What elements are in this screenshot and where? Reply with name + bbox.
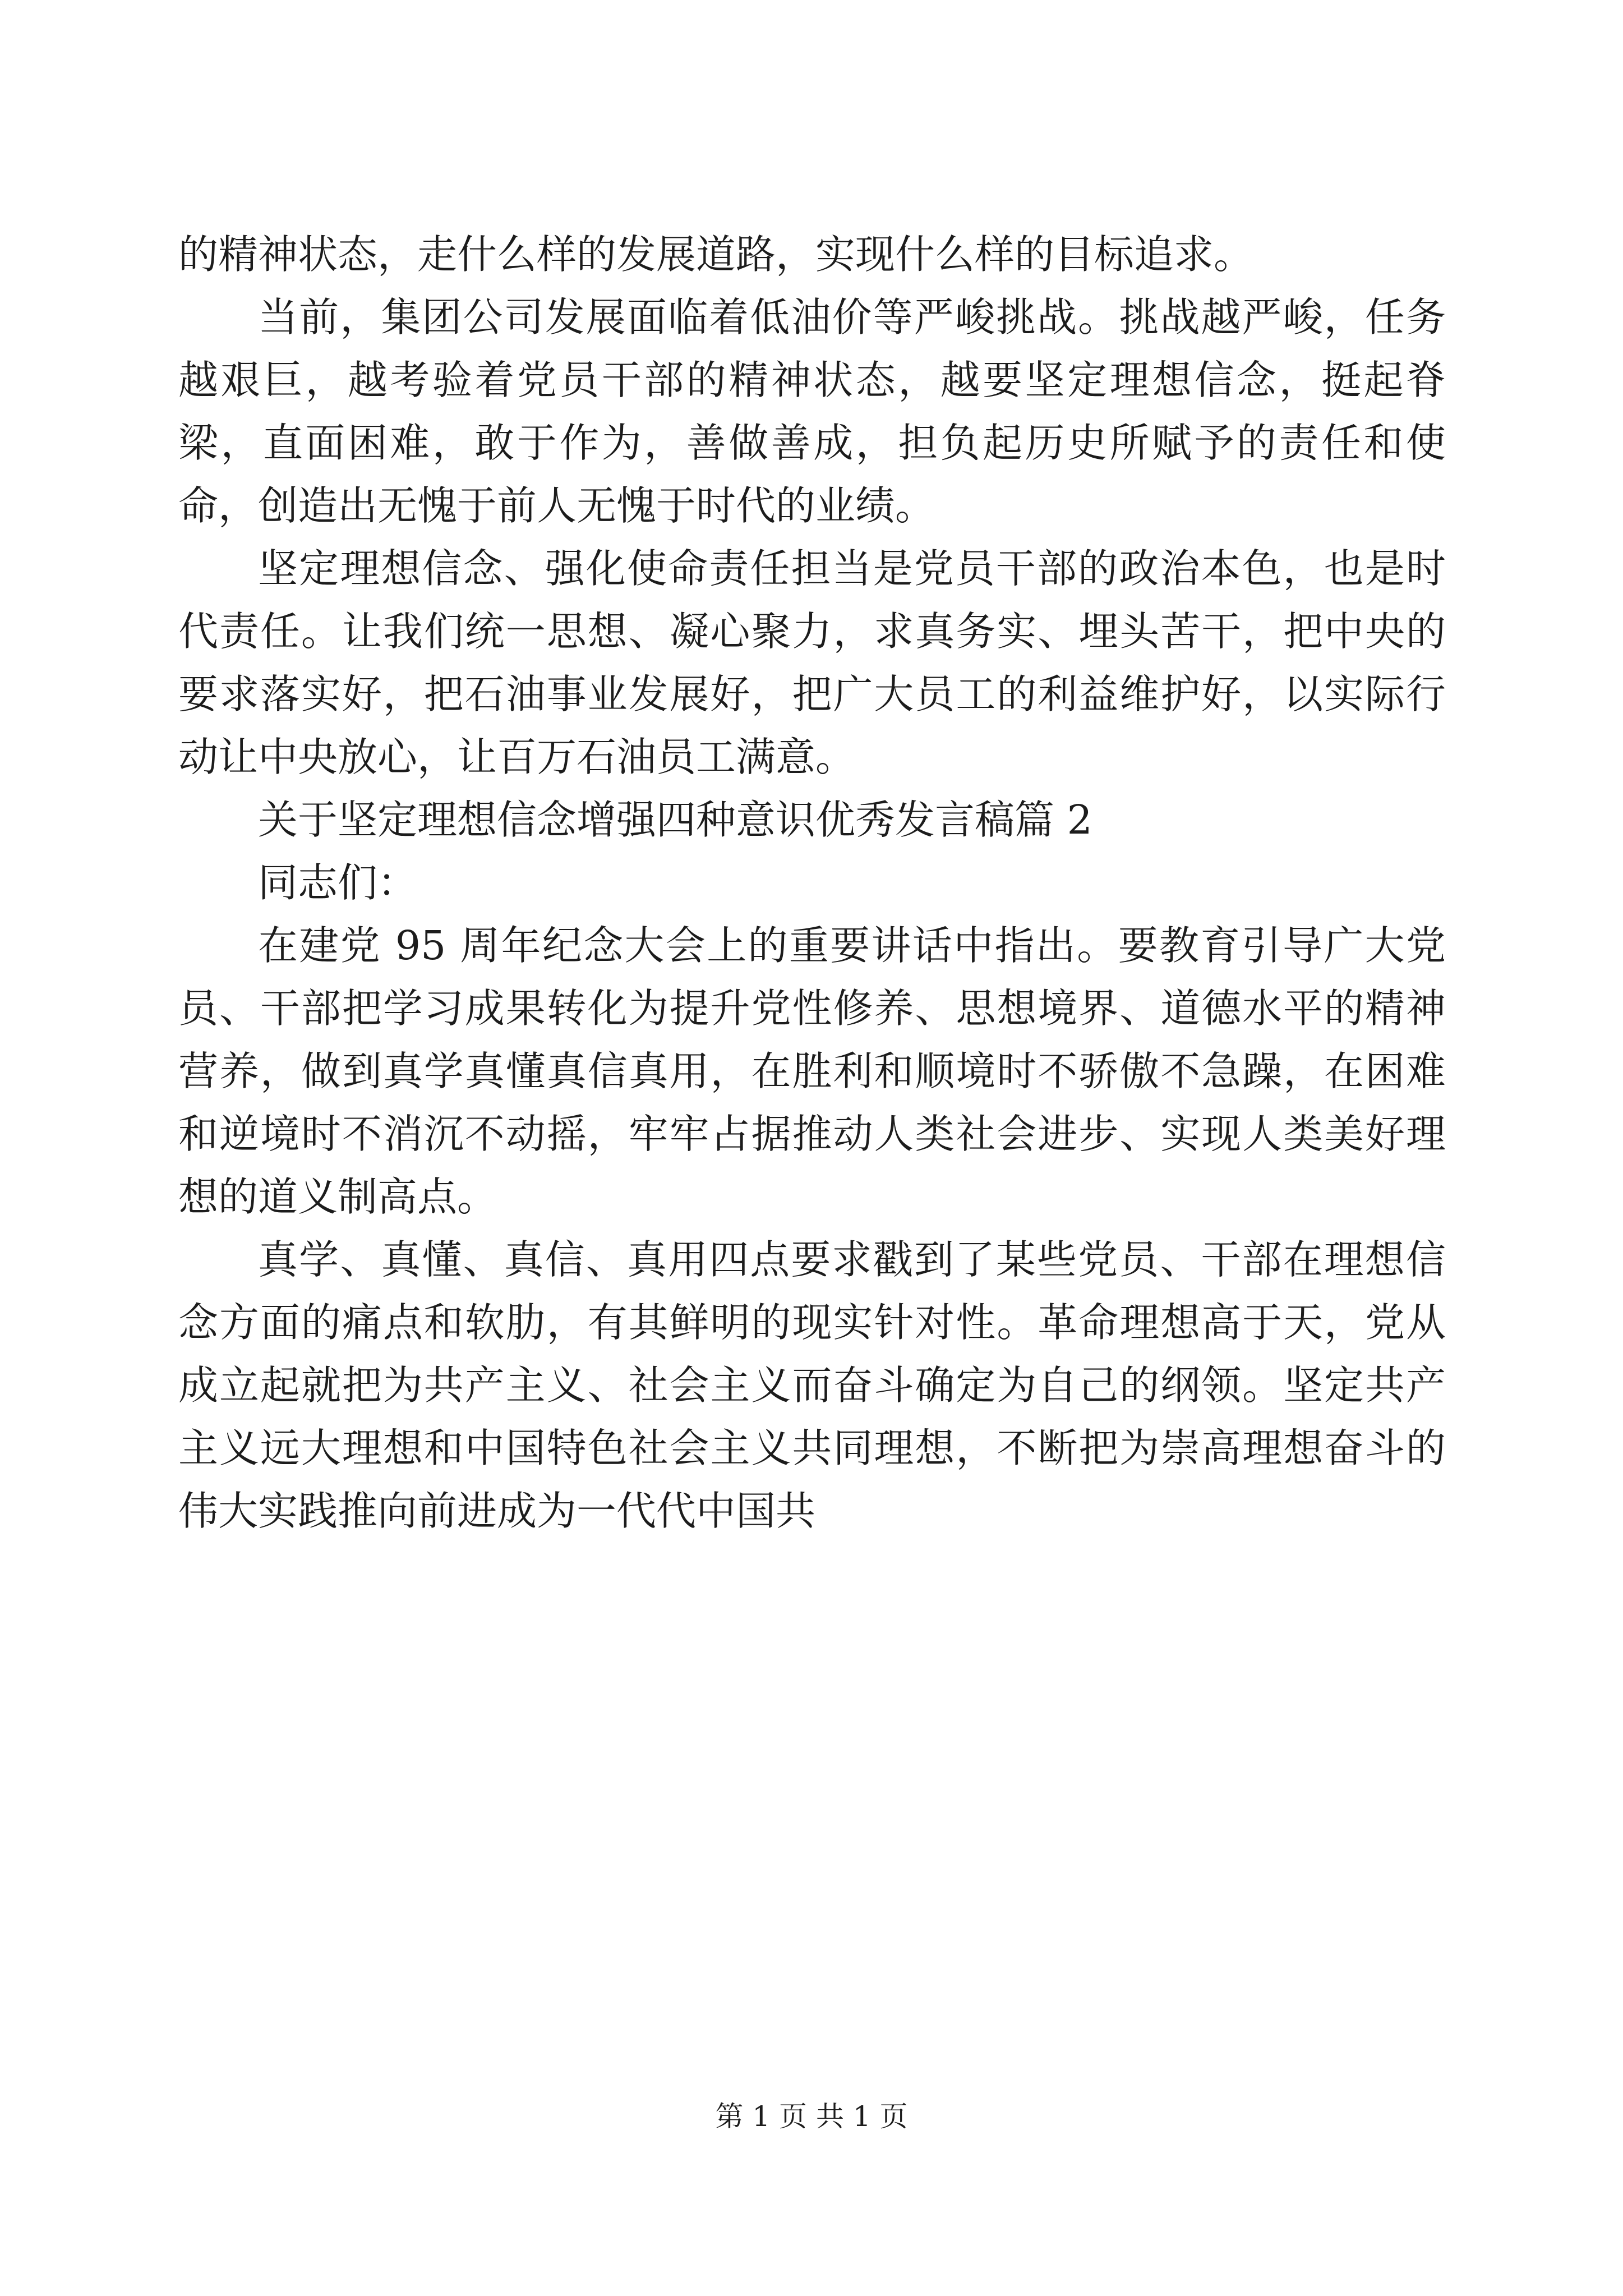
paragraph-7: 真学、真懂、真信、真用四点要求戳到了某些党员、干部在理想信念方面的痛点和软肋，有其鲜明的现实针对性。革命理想高于天，党从成立起就把为共产主义、社会主义而奋斗确定为自己的纲领。坚定共产主义远大理想和中国特色社会主义共同理想，不断把为崇高理想奋斗的伟大实践推向前进成为一代代中国共 [178, 1236, 1446, 1534]
salutation: 同志们： [258, 859, 418, 906]
document-body [178, 223, 1446, 1543]
paragraph-6: 在建党 95 周年纪念大会上的重要讲话中指出。要教育引导广大党员、干部把学习成果转化为提升党性修养、思想境界、道德水平的精神营养，做到真学真懂真信真用，在胜利和顺境时不骄傲不急躁，在困难和逆境时不消沉不动摇，牢牢占据推动人类社会进步、实现人类美好理想的道义制高点。 [178, 922, 1446, 1220]
page-footer: 第 1 页 共 1 页 [715, 2100, 908, 2133]
paragraph-1: 的精神状态，走什么样的发展道路，实现什么样的目标追求。 [178, 231, 1254, 278]
paragraph-2: 当前，集团公司发展面临着低油价等严峻挑战。挑战越严峻，任务越艰巨，越考验着党员干部的精神状态，越要坚定理想信念，挺起脊梁，直面困难，敢于作为，善做善成，担负起历史所赋予的责任和使命，创造出无愧于前人无愧于时代的业绩。 [178, 294, 1446, 529]
section-heading: 关于坚定理想信念增强四种意识优秀发言稿篇 2 [258, 797, 1092, 843]
paragraph-3: 坚定理想信念、强化使命责任担当是党员干部的政治本色，也是时代责任。让我们统一思想、凝心聚力，求真务实、埋头苦干，把中央的要求落实好，把石油事业发展好，把广大员工的利益维护好，以实际行动让中央放心，让百万石油员工满意。 [178, 545, 1446, 780]
